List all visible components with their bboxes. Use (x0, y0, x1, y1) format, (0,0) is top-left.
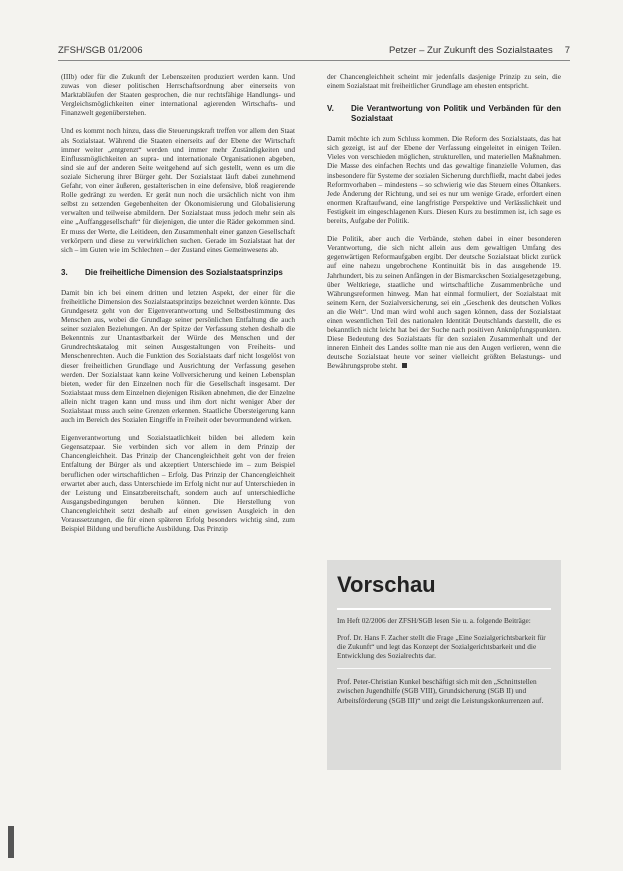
preview-intro: Im Heft 02/2006 der ZFSH/SGB lesen Sie u. a. folgende Beiträge: (337, 616, 531, 625)
paragraph (327, 234, 561, 370)
preview-item: Prof. Dr. Hans F. Zacher stellt die Frage „Eine Sozialgerichtsbarkeit für die Zukunft“ und legt das Konzept der Sozialgerichtsbarkeit und die Entwicklung des Sozialrechts dar. (337, 633, 546, 661)
section-number: 3. (61, 267, 68, 277)
section-title: Die freiheitliche Dimension des Sozialstaatsprinzips (85, 267, 283, 277)
section-number: V. (327, 104, 334, 114)
preview-rule (337, 608, 551, 610)
paragraph: Damit bin ich bei einem dritten und letzten Aspekt, der einer für die freiheitliche Dimension des Sozialstaatsprinzips bezeichnet werden könnte. Das Grundgesetz geht von der Eigenverantwortung und Selbstbestimmung des Menschen aus, wobei die Grundlage seiner persönlichen Entfaltung die auch seiner sozialen Beziehungen. An der Spitze der Verfassung stehen deshalb die Bekenntnis zur Unantastbarkeit der Würde des Menschen und der Grundrechtskatalog mit seinen Ausgestaltungen von Freiheits- und Menschenrechten. Auch die Funktion des Sozialstaats darf nicht losgelöst von dieser freiheitlichen Grundlage und Ausrichtung der Verfassung gesehen werden. Der Sozialstaat kann keine Vollversicherung und keinen Lebensplan bieten, weder für den Einzelnen noch für die Gesellschaft insgesamt. Der Sozialstaat muss dem Einzelnen diejenigen Risiken abnehmen, die der Einzelne allein nicht tragen kann und muss und ihm dort nicht weniger Aber der Sozialstaat muss auch seine Grenzen erkennen. Staatliche Übersteigerung kann auch im Bereich des Sozialen Eingriffe in Freiheit oder bevormundend wirken. (61, 287, 295, 425)
preview-box (327, 560, 561, 770)
preview-separator (337, 668, 551, 669)
paragraph: (IIIb) oder für die Zukunft der Lebenszeiten produziert werden kann. Und zuwas von dieser politischen Herrschaftsordnung aber einerseits von Marktabläufen der Staaten gesprochen, die nur rechtsfähige Handlungs- und Vergleichsmöglichkeiten einer international agierenden Wirtschafts- und Finanzwelt gegenüberstehen. (61, 72, 295, 118)
journal-issue: ZFSH/SGB 01/2006 (58, 45, 143, 56)
header-rule (58, 60, 570, 61)
running-header (58, 45, 570, 59)
right-column (327, 72, 561, 380)
left-column (61, 72, 295, 542)
end-of-article-mark (402, 363, 407, 368)
page-number: 7 (564, 45, 570, 56)
margin-tab-mark (8, 826, 14, 858)
paragraph: Und es kommt noch hinzu, dass die Steuerungskraft treffen vor allem den Staat als Sozialstaat. Während die Staaten einerseits auf der Ebene der Wirtschaft immer weiter „entgrenzt“ werden und immer mehr Zuständigkeiten und Einflussmöglichkeiten an supra- und internationale Organisationen abgeben, sind sie auf der anderen Seite weitgehend auf sich gestellt, wenn es um die soziale Sicherung ihrer Bürger geht. Der Sozialstaat läuft dabei zunehmend Gefahr, von einer äußeren, gestalterischen in eine defensive, bloß reagierende Rolle gedrängt zu werden. Er gerät nun noch die ursächlich nicht von ihm selbst zu setzenden Gegebenheiten der Ökonomisierung und Globalisierung verwalten und teilweise abmildern. Der Sozialstaat muss jedoch mehr sein als eine „Auffanggesellschaft“ für diejenigen, die unter die Räder gekommen sind. Er muss der Werte, die Leitideen, den Zusammenhalt einer ganzen Gesellschaft verkörpern und diese zu verwirklichen suchen. Gerade im Sozialstaat hat der sich – im Guten wie im Schlechten – der Zustand eines Gemeinwesens ab. (61, 126, 295, 254)
section-heading (61, 268, 295, 278)
preview-title: Vorschau (337, 572, 436, 597)
preview-item: Prof. Peter-Christian Kunkel beschäftigt sich mit den „Schnittstellen zwischen Jugendhilfe (SGB VIII), Grundsicherung (SGB II) und Arbeitsförderung (SGB III)“ und zeigt die Leistungskonkurrenzen auf. (337, 677, 544, 705)
paragraph: Eigenverantwortung und Sozialstaatlichkeit bilden bei alledem kein Gegensatzpaar. Sie verbinden sich vor allem in dem Prinzip der Chancengleichheit. Das Prinzip der Chancengleichheit geht von der freien Entfaltung der Bürger als und akzeptiert Unterschiede im – zum Beispiel beruflichen oder wirtschaftlichen – Erfolg. Das Prinzip der Chancengleichheit erwartet aber auch, dass Unterschiede im Erfolg nicht nur auf Unterschieden in der Leistung und Einsatzbereitschaft, sondern auch auf unterschiedliche Ausgangsbedingungen beruhen können. Die Herstellung von Chancengleichheit setzt deshalb auf einen gewissen Ausgleich in den Voraussetzungen, die für einen späteren Erfolg besonders wichtig sind, zum Beispiel Bildung und berufliche Ausbildung. Das Prinzip (61, 433, 295, 534)
paragraph-text: Die Politik, aber auch die Verbände, stehen dabei in einer besonderen Verantwortung, die sich nicht allein aus dem gewaltigen Umfang des gegenwärtigen Reformaufgaben ergibt. Der deutsche Sozialstaat blickt zurück auf eine nahezu ungebrochene Kontinuität bis in das ausgehende 19. Jahrhundert, bis zu seinen Anfängen in der Bismarckschen Sozialgesetzgebung, über Weltkriege, staatliche und wirtschaftliche Zusammenbrüche und Währungsreformen hinweg. Man hat einmal formuliert, der Sozialstaat mit seinem Kern, der Sozialversicherung, sei ein „Geschenk des deutschen Volkes an die Welt“. Und man wird wohl auch sagen können, dass der Sozialstaat einen wesentlichen Teil des nationalen Identität Deutschlands darstellt, die es bekanntlich nicht leicht hat bei der Suche nach positiven Anknüpfungspunkten. Diese Bedeutung des Sozialstaats für den sozialen Zusammenhalt und der inneren Einheit des Landes sollte man nie aus den Augen verlieren, wenn die deutsche Sozialstaat heute vor seiner vielleicht größten Belastungs- und Bewährungsprobe steht. (327, 234, 561, 371)
paragraph: der Chancengleichheit scheint mir jedenfalls dasjenige Prinzip zu sein, die einem Sozialstaat mit freiheitlicher Grundlage am ehesten entspricht. (327, 72, 561, 91)
running-title: Petzer – Zur Zukunft des Sozialstaates (389, 45, 553, 56)
paragraph: Damit möchte ich zum Schluss kommen. Die Reform des Sozialstaats, das hat sich gezeigt, ist auf der Ebene der Verfassung eingeleitet in einigen Teilen. Vieles von verschieden möglichen, strukturellen, und materiellen Maßnahmen. Die Masse des einfachen Rechts und das gewaltige finanzielle Volumen, das insbesondere für Systeme der sozialen Sicherung durchfließt, macht dabei jedes Reformvorhaben – mindestens – so schwierig wie das Steuern eines Öltankers. Jede Änderung der Richtung, und sei es nur um wenige Grade, erfordert einen enormen Kraftaufwand, eine langfristige Perspektive und Verlässlichkeit und Festigkeit im eingeschlagenen Kurs. Diesen Kurs zu bestimmen ist, ich sage es bereits, Aufgabe der Politik. (327, 134, 561, 226)
section-title: Die Verantwortung von Politik und Verbänden für den Sozialstaat (351, 104, 561, 124)
section-heading (327, 104, 561, 124)
